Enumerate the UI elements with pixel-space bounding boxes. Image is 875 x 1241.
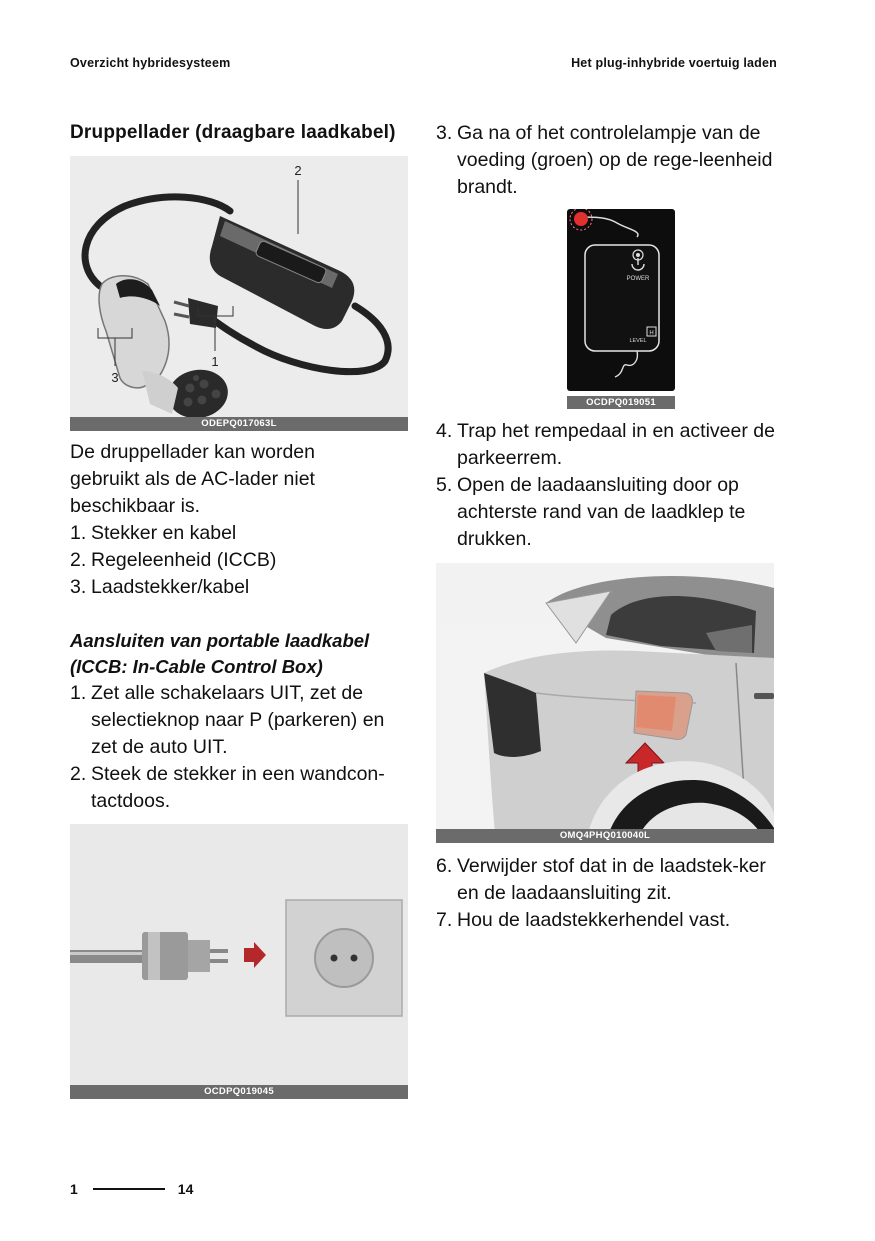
figure-code: ODEPQ017063L (70, 417, 408, 431)
list-item: 2. Regeleenheid (ICCB) (70, 549, 277, 571)
power-label: POWER (626, 276, 650, 282)
plug-socket-illustration (70, 824, 408, 1099)
list-item: 3. Ga na of het controlelampje van de voeding (groen) op de rege-leenheid brandt. (436, 122, 773, 198)
portable-charger-illustration (70, 156, 408, 431)
list-item: 2. Steek de stekker in een wandcon-tactdoos. (70, 763, 385, 812)
intro-paragraph: De druppellader kan worden gebruikt als de AC-lader niet beschikbaar is. (70, 441, 315, 517)
callout-1: 1 (211, 354, 219, 369)
list-item: 4. Trap het rempedaal in en activeer de parkeerrem. (436, 420, 775, 469)
vehicle-connector (99, 276, 232, 423)
figure-code: OMQ4PHQ010040L (436, 829, 774, 843)
right-column (436, 120, 776, 934)
control-unit-figure (567, 209, 675, 409)
page-footer (70, 1181, 193, 1197)
level-label: LEVEL (629, 338, 647, 344)
list-item: 7. Hou de laadstekkerhendel vast. (436, 909, 731, 931)
list-item: 1. Zet alle schakelaars UIT, zet de selectieknop naar P (parkeren) en zet de auto UIT. (70, 682, 385, 758)
list-item: 1. Stekker en kabel (70, 522, 237, 544)
section-number: 1 (70, 1181, 78, 1197)
plug-socket-figure (70, 824, 408, 1099)
control-unit-illustration (567, 209, 675, 391)
figure-code: OCDPQ019045 (70, 1085, 408, 1099)
left-column (70, 120, 410, 1099)
running-header-section: Overzicht hybridesysteem (70, 56, 231, 70)
parts-list (70, 520, 410, 601)
list-item: 6. Verwijder stof dat in de laadstek-ker en de laadaansluiting zit. (436, 855, 766, 904)
list-item: 5. Open de laadaansluiting door op achterste rand van de laadklep te drukken. (436, 474, 746, 550)
power-lamp-icon (574, 212, 588, 226)
callout-3: 3 (111, 370, 119, 385)
steps-list (70, 680, 410, 815)
page-number: 14 (177, 1181, 194, 1197)
subsection-title-line2: (ICCB: In-Cable Control Box) (70, 656, 323, 677)
steps-list (436, 418, 776, 553)
subsection-title: Aansluiten van portable laadkabel (70, 630, 370, 651)
list-item: 3. Laadstekker/kabel (70, 576, 250, 598)
running-header-chapter: Het plug-inhybride voertuig laden (571, 56, 777, 70)
section-title: Druppellader (draagbare laadkabel) (70, 122, 396, 143)
footer-divider (93, 1188, 165, 1190)
portable-charger-figure (70, 156, 408, 431)
callout-2: 2 (294, 163, 302, 178)
control-box (210, 216, 355, 329)
figure-code: OCDPQ019051 (567, 396, 675, 409)
arrow-icon (244, 942, 266, 968)
car-rear-illustration (436, 563, 774, 843)
steps-list (436, 853, 776, 934)
charging-flap-figure (436, 563, 774, 843)
wall-plug (174, 298, 218, 328)
steps-list (436, 120, 776, 201)
level-icon: H (649, 330, 654, 337)
